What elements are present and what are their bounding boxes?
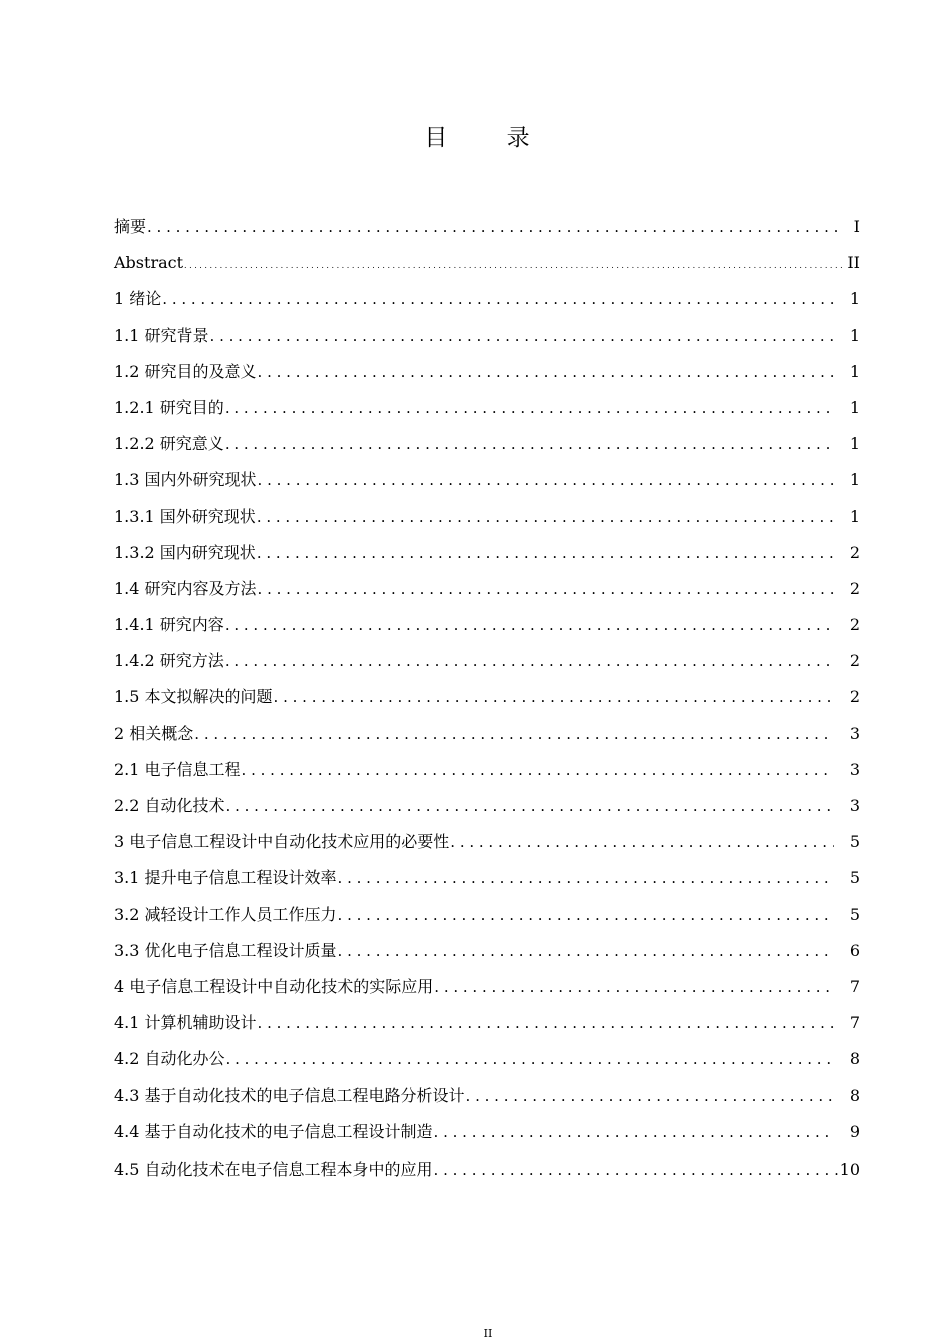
- toc-entry[interactable]: [114, 718, 860, 754]
- toc-entry-label: 1.2 研究目的及意义: [114, 361, 257, 381]
- toc-entry-label: 1.3.2 国内研究现状: [114, 542, 256, 562]
- toc-entry-label: 4.2 自动化办公: [114, 1049, 225, 1069]
- toc-entry-label: 4.5 自动化技术在电子信息工程本身中的应用: [114, 1159, 433, 1179]
- toc-entry-abstract-cn[interactable]: [114, 211, 860, 247]
- toc-entry-page: 5: [849, 868, 860, 888]
- toc-entry-label: 1.4 研究内容及方法: [114, 578, 257, 598]
- toc-entry[interactable]: [114, 645, 860, 681]
- toc-entry[interactable]: [114, 464, 860, 500]
- toc-leader-dots: [225, 609, 834, 641]
- toc-entry[interactable]: [114, 1043, 860, 1079]
- toc-entry-label: 2.1 电子信息工程: [114, 759, 241, 779]
- toc-leader-dots: [258, 464, 834, 496]
- toc-leader-dots: [257, 501, 834, 533]
- toc-entry-page: 2: [849, 615, 860, 635]
- toc-entry-page: 3: [849, 759, 860, 779]
- toc-leader-dots: [434, 1116, 834, 1148]
- toc-entry[interactable]: [114, 862, 860, 898]
- toc-leader-dots: [210, 320, 834, 352]
- toc-leader-dots: [242, 754, 834, 786]
- toc-entry[interactable]: [114, 754, 860, 790]
- toc-entry[interactable]: [114, 609, 860, 645]
- toc-entry-label: 2.2 自动化技术: [114, 796, 225, 815]
- toc-leader-dots: [338, 862, 834, 894]
- toc-entry[interactable]: [114, 1154, 860, 1190]
- toc-leader-dots: [147, 211, 844, 243]
- toc-entry-label: 1.1 研究背景: [114, 325, 209, 345]
- toc-entry[interactable]: [114, 1116, 860, 1152]
- toc-leader-dots: [184, 250, 844, 282]
- toc-entry-page: 3: [849, 796, 860, 815]
- toc-entry[interactable]: [114, 790, 860, 826]
- toc-leader-dots: [226, 1043, 834, 1075]
- toc-entry-label: 1.2.2 研究意义: [114, 434, 224, 454]
- toc-entry[interactable]: [114, 537, 860, 573]
- toc-entry[interactable]: [114, 283, 860, 319]
- toc-entry-page: 6: [849, 940, 860, 960]
- toc-entry-page: 1: [849, 325, 860, 345]
- toc-entry-label: 1 绪论: [114, 289, 162, 309]
- toc-leader-dots: [225, 645, 834, 677]
- toc-leader-dots: [225, 428, 834, 460]
- toc-entry-label: 4.4 基于自动化技术的电子信息工程设计制造: [114, 1121, 433, 1141]
- toc-entry-page: 2: [849, 651, 860, 671]
- toc-leader-dots: [226, 790, 834, 822]
- toc-entry[interactable]: [114, 899, 860, 935]
- toc-entry-label: 3 电子信息工程设计中自动化技术应用的必要性: [114, 832, 450, 852]
- toc-leader-dots: [338, 899, 834, 931]
- toc-entry-page: 7: [849, 1013, 860, 1033]
- toc-entry-page: 2: [849, 687, 860, 707]
- toc-entry[interactable]: [114, 935, 860, 971]
- toc-entry-page: I: [853, 217, 860, 236]
- toc-leader-dots: [450, 826, 834, 858]
- toc-leader-dots: [257, 537, 834, 569]
- toc-entry-abstract-en[interactable]: [114, 247, 860, 283]
- toc-entry-label: 1.2.1 研究目的: [114, 397, 224, 417]
- toc-leader-dots: [434, 1154, 838, 1186]
- toc-leader-dots: [338, 935, 834, 967]
- toc-entry-label: 1.4.2 研究方法: [114, 651, 224, 671]
- toc-entry-label: 4.1 计算机辅助设计: [114, 1013, 257, 1033]
- toc-leader-dots: [434, 971, 834, 1003]
- toc-entry-page: 1: [849, 289, 860, 309]
- toc-leader-dots: [274, 681, 834, 713]
- toc-entry-page: 3: [849, 723, 860, 743]
- toc-leader-dots: [194, 718, 834, 750]
- toc-entry[interactable]: [114, 826, 860, 862]
- toc-entry-page: 2: [849, 542, 860, 562]
- toc-entry-label: 摘要: [114, 217, 147, 236]
- toc-entry[interactable]: [114, 681, 860, 717]
- toc-entry-label: 1.4.1 研究内容: [114, 615, 224, 635]
- toc-entry[interactable]: [114, 971, 860, 1007]
- toc-entry-label: 4.3 基于自动化技术的电子信息工程电路分析设计: [114, 1085, 465, 1105]
- toc-leader-dots: [225, 392, 834, 424]
- toc-list: [114, 211, 860, 1190]
- toc-entry-page: 8: [849, 1049, 860, 1069]
- toc-leader-dots: [258, 356, 834, 388]
- toc-entry-page: 7: [849, 976, 860, 996]
- toc-entry[interactable]: [114, 1080, 860, 1116]
- toc-entry-page: 2: [849, 578, 860, 598]
- toc-entry-label: Abstract: [114, 253, 184, 273]
- toc-entry-page: 8: [849, 1085, 860, 1105]
- toc-entry[interactable]: [114, 501, 860, 537]
- toc-entry-page: 1: [849, 397, 860, 417]
- toc-leader-dots: [162, 283, 834, 315]
- toc-entry[interactable]: [114, 573, 860, 609]
- toc-entry-page: 9: [849, 1121, 860, 1141]
- toc-entry-page: II: [847, 253, 860, 273]
- toc-entry-page: 10: [839, 1159, 860, 1179]
- toc-entry[interactable]: [114, 1007, 860, 1043]
- toc-leader-dots: [258, 1007, 834, 1039]
- toc-entry-label: 1.3.1 国外研究现状: [114, 506, 256, 526]
- toc-entry-page: 1: [849, 470, 860, 490]
- toc-entry[interactable]: [114, 392, 860, 428]
- toc-entry-label: 2 相关概念: [114, 723, 194, 743]
- toc-entry-label: 1.3 国内外研究现状: [114, 470, 257, 490]
- toc-entry-page: 5: [849, 904, 860, 924]
- toc-entry[interactable]: [114, 320, 860, 356]
- toc-entry-label: 4 电子信息工程设计中自动化技术的实际应用: [114, 976, 434, 996]
- toc-leader-dots: [466, 1080, 834, 1112]
- toc-entry-page: 1: [849, 361, 860, 381]
- toc-entry[interactable]: [114, 428, 860, 464]
- toc-entry-label: 3.3 优化电子信息工程设计质量: [114, 940, 337, 960]
- toc-leader-dots: [258, 573, 834, 605]
- toc-entry-label: 3.1 提升电子信息工程设计效率: [114, 868, 337, 888]
- footer-page-number: II: [483, 1327, 493, 1340]
- toc-title: 目 录: [424, 125, 556, 151]
- toc-entry-label: 3.2 减轻设计工作人员工作压力: [114, 904, 337, 924]
- toc-entry-page: 5: [849, 832, 860, 852]
- toc-entry-label: 1.5 本文拟解决的问题: [114, 687, 273, 707]
- toc-entry-page: 1: [849, 506, 860, 526]
- toc-entry[interactable]: [114, 356, 860, 392]
- toc-entry-page: 1: [849, 434, 860, 454]
